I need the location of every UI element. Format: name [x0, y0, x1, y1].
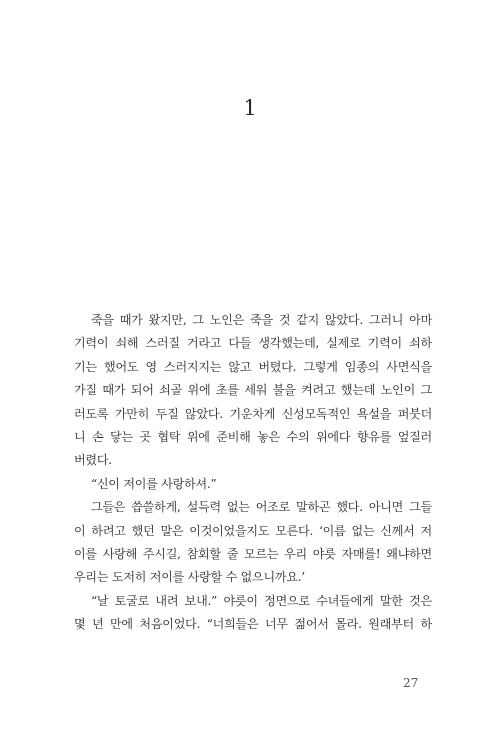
text-line: “날 토굴로 내려 보내.” 야릇이 정면으로 수녀들에게 말한 것은 [90, 593, 432, 608]
text-line: 니 손 닿는 곳 협탁 위에 준비해 놓은 수의 위에다 향유를 엎질러 [74, 430, 432, 445]
text-line: 몇 년 만에 처음이었다. “너희들은 너무 젊어서 몰라. 원래부터 하 [74, 617, 432, 632]
text-line: 러도록 가만히 두질 않았다. 기운차게 신성모독적인 욕설을 퍼붓더 [74, 406, 432, 421]
text-line: 죽을 때가 왔지만, 그 노인은 죽을 것 같지 않았다. 그러니 아마 [90, 313, 432, 327]
page-number: 27 [403, 676, 419, 690]
text-line: 가질 때가 되어 쇠골 위에 초를 세워 불을 켜려고 했는데 노인이 그 [74, 383, 432, 398]
chapter-number: 1 [243, 96, 257, 120]
text-line: 기력이 쇠해 스러질 거라고 다들 생각했는데, 실제로 기력이 쇠하 [74, 336, 432, 351]
text-line: 버렸다. [74, 453, 112, 468]
text-line: 그들은 씁쓸하게, 설득력 없는 어조로 말하곤 했다. 아니면 그들 [90, 500, 432, 515]
text-line: 이 하려고 했던 말은 이것이었을지도 모른다. ‘이름 없는 신께서 저 [74, 523, 432, 538]
text-line: 기는 했어도 영 스러지지는 않고 버텼다. 그렇게 임종의 사면식을 [74, 359, 432, 374]
text-line: 우리는 도저히 저이를 사랑할 수 없으니까요.’ [74, 570, 305, 585]
text-line: 이를 사랑해 주시길, 참회할 줄 모르는 우리 야릇 자매를! 왜냐하면 [74, 547, 432, 562]
text-line: “신이 저이를 사랑하셔.” [90, 476, 217, 491]
body-text [74, 309, 432, 637]
